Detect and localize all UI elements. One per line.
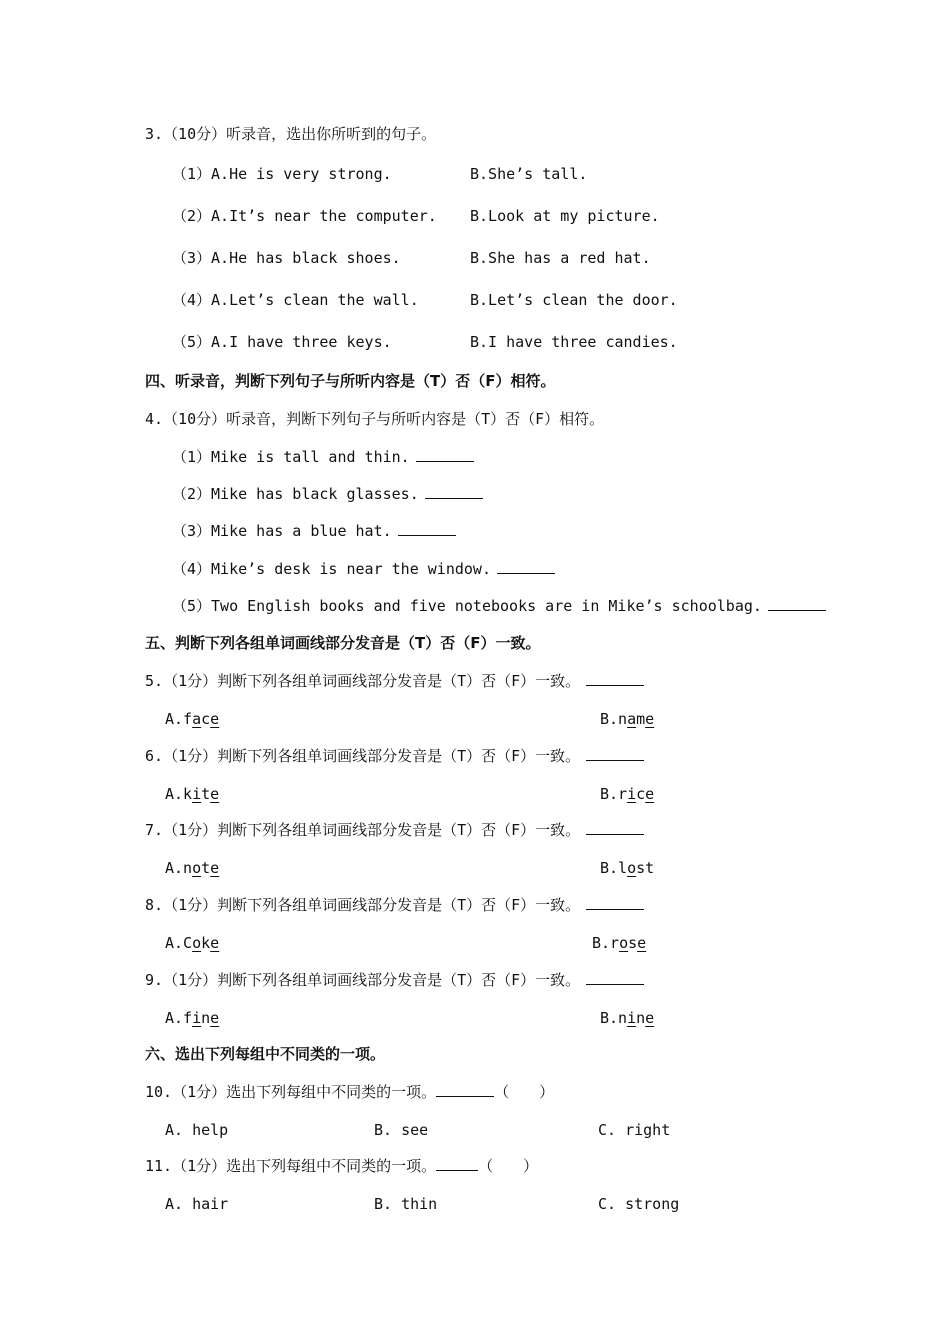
word-part: B.n [600, 710, 628, 728]
word-part: t [201, 785, 211, 803]
q4-title: 4.（10分）听录音，判断下列句子与所听内容是（T）否（F）相符。 [145, 410, 605, 428]
q3-option-b: B.Let’s clean the door. [470, 291, 678, 309]
q3-option-b: B.Look at my picture. [470, 207, 660, 225]
q4-item-text: （3）Mike has a blue hat. [172, 522, 392, 540]
answer-blank[interactable] [497, 559, 555, 574]
q3-option-a: A.He is very strong. [211, 165, 392, 183]
word-part: A.n [165, 859, 193, 877]
underlined-letter: e [210, 710, 220, 728]
section-4-heading: 四、听录音，判断下列句子与所听内容是（T）否（F）相符。 [145, 372, 556, 390]
answer-paren[interactable]: （ ） [494, 1083, 555, 1101]
q-number: 6. [145, 747, 164, 765]
q-stem: （1分）判断下列各组单词画线部分发音是（T）否（F）一致。 [163, 971, 581, 989]
q6-option-b [600, 784, 654, 804]
answer-blank[interactable] [586, 970, 644, 985]
q11-option-a: A. hair [165, 1195, 229, 1213]
q3-option-a: A.It’s near the computer. [211, 207, 437, 225]
q4-item-4 [172, 559, 555, 579]
word-part: m [636, 710, 646, 728]
q10-option-b: B. see [374, 1121, 429, 1139]
q-stem: （1分）判断下列各组单词画线部分发音是（T）否（F）一致。 [163, 821, 581, 839]
word-part: B.n [600, 1009, 628, 1027]
q-stem: 10.（1分）选出下列每组中不同类的一项。 [145, 1083, 437, 1101]
q4-item-1 [172, 447, 474, 467]
underlined-letter: o [192, 859, 202, 877]
answer-blank[interactable] [586, 820, 644, 835]
q8-title [145, 895, 644, 915]
section-5-heading: 五、判断下列各组单词画线部分发音是（T）否（F）一致。 [145, 634, 541, 652]
word-part: t [201, 859, 211, 877]
underlined-letter: o [627, 859, 637, 877]
section-6-heading: 六、选出下列每组中不同类的一项。 [145, 1045, 386, 1063]
underlined-letter: e [645, 710, 655, 728]
answer-blank[interactable] [436, 1156, 478, 1171]
answer-blank[interactable] [398, 521, 456, 536]
underlined-letter: e [210, 859, 220, 877]
q8-option-a [165, 933, 219, 953]
q10-option-a: A. help [165, 1121, 229, 1139]
answer-blank[interactable] [768, 596, 826, 611]
answer-blank[interactable] [436, 1082, 494, 1097]
answer-blank[interactable] [586, 895, 644, 910]
q7-title [145, 820, 644, 840]
answer-blank[interactable] [416, 447, 474, 462]
underlined-letter: a [627, 710, 637, 728]
q9-option-b [600, 1008, 654, 1028]
q3-option-b: B.She’s tall. [470, 165, 588, 183]
q3-item-num: （1） [172, 165, 212, 183]
underlined-letter: e [637, 934, 647, 952]
q3-item-num: （3） [172, 249, 212, 267]
underlined-letter: i [192, 785, 202, 803]
word-part: s [628, 934, 638, 952]
q-stem: （1分）判断下列各组单词画线部分发音是（T）否（F）一致。 [163, 747, 581, 765]
q11-option-c: C. strong [598, 1195, 680, 1213]
word-part: st [636, 859, 655, 877]
q3-option-a: A.He has black shoes. [211, 249, 401, 267]
q3-item-num: （4） [172, 291, 212, 309]
q9-title [145, 970, 644, 990]
q-stem: 11.（1分）选出下列每组中不同类的一项。 [145, 1157, 437, 1175]
q5-option-b [600, 709, 654, 729]
q-number: 5. [145, 672, 164, 690]
answer-blank[interactable] [586, 671, 644, 686]
word-part: A.f [165, 710, 193, 728]
q4-item-5 [172, 596, 826, 616]
underlined-letter: e [645, 785, 655, 803]
q4-item-2 [172, 484, 483, 504]
q-number: 7. [145, 821, 164, 839]
underlined-letter: o [619, 934, 629, 952]
underlined-letter: a [192, 710, 202, 728]
q3-option-b: B.I have three candies. [470, 333, 678, 351]
underlined-letter: e [210, 934, 220, 952]
word-part: A.f [165, 1009, 193, 1027]
q-stem: （1分）判断下列各组单词画线部分发音是（T）否（F）一致。 [163, 896, 581, 914]
answer-blank[interactable] [425, 484, 483, 499]
word-part: k [201, 934, 211, 952]
q3-item-num: （2） [172, 207, 212, 225]
q4-item-3 [172, 521, 456, 541]
q7-option-a [165, 858, 219, 878]
q4-item-text: （5）Two English books and five notebooks are in Mike’s schoolbag. [172, 597, 762, 615]
q3-option-b: B.She has a red hat. [470, 249, 651, 267]
q5-option-a [165, 709, 219, 729]
q10-option-c: C. right [598, 1121, 671, 1139]
word-part: n [636, 1009, 646, 1027]
underlined-letter: e [210, 1009, 220, 1027]
underlined-letter: i [192, 1009, 202, 1027]
word-part: c [636, 785, 646, 803]
word-part: A.C [165, 934, 193, 952]
q-number: 8. [145, 896, 164, 914]
word-part: A.k [165, 785, 193, 803]
q4-item-text: （1）Mike is tall and thin. [172, 448, 410, 466]
underlined-letter: e [645, 1009, 655, 1027]
word-part: B.r [592, 934, 620, 952]
q3-option-a: A.I have three keys. [211, 333, 392, 351]
q3-option-a: A.Let’s clean the wall. [211, 291, 419, 309]
answer-blank[interactable] [586, 746, 644, 761]
word-part: c [201, 710, 211, 728]
q3-title: 3.（10分）听录音，选出你所听到的句子。 [145, 125, 437, 143]
q-number: 9. [145, 971, 164, 989]
answer-paren[interactable]: （ ） [478, 1157, 539, 1175]
underlined-letter: i [627, 785, 637, 803]
q4-item-text: （2）Mike has black glasses. [172, 485, 419, 503]
q10-title [145, 1082, 554, 1102]
q6-title [145, 746, 644, 766]
underlined-letter: e [210, 785, 220, 803]
q11-title [145, 1156, 538, 1176]
q5-title [145, 671, 644, 691]
q3-item-num: （5） [172, 333, 212, 351]
word-part: B.l [600, 859, 628, 877]
q7-option-b [600, 858, 654, 878]
underlined-letter: i [627, 1009, 637, 1027]
underlined-letter: o [192, 934, 202, 952]
q6-option-a [165, 784, 219, 804]
q11-option-b: B. thin [374, 1195, 438, 1213]
word-part: n [201, 1009, 211, 1027]
q8-option-b [592, 933, 646, 953]
q4-item-text: （4）Mike’s desk is near the window. [172, 560, 491, 578]
q-stem: （1分）判断下列各组单词画线部分发音是（T）否（F）一致。 [163, 672, 581, 690]
word-part: B.r [600, 785, 628, 803]
q9-option-a [165, 1008, 219, 1028]
